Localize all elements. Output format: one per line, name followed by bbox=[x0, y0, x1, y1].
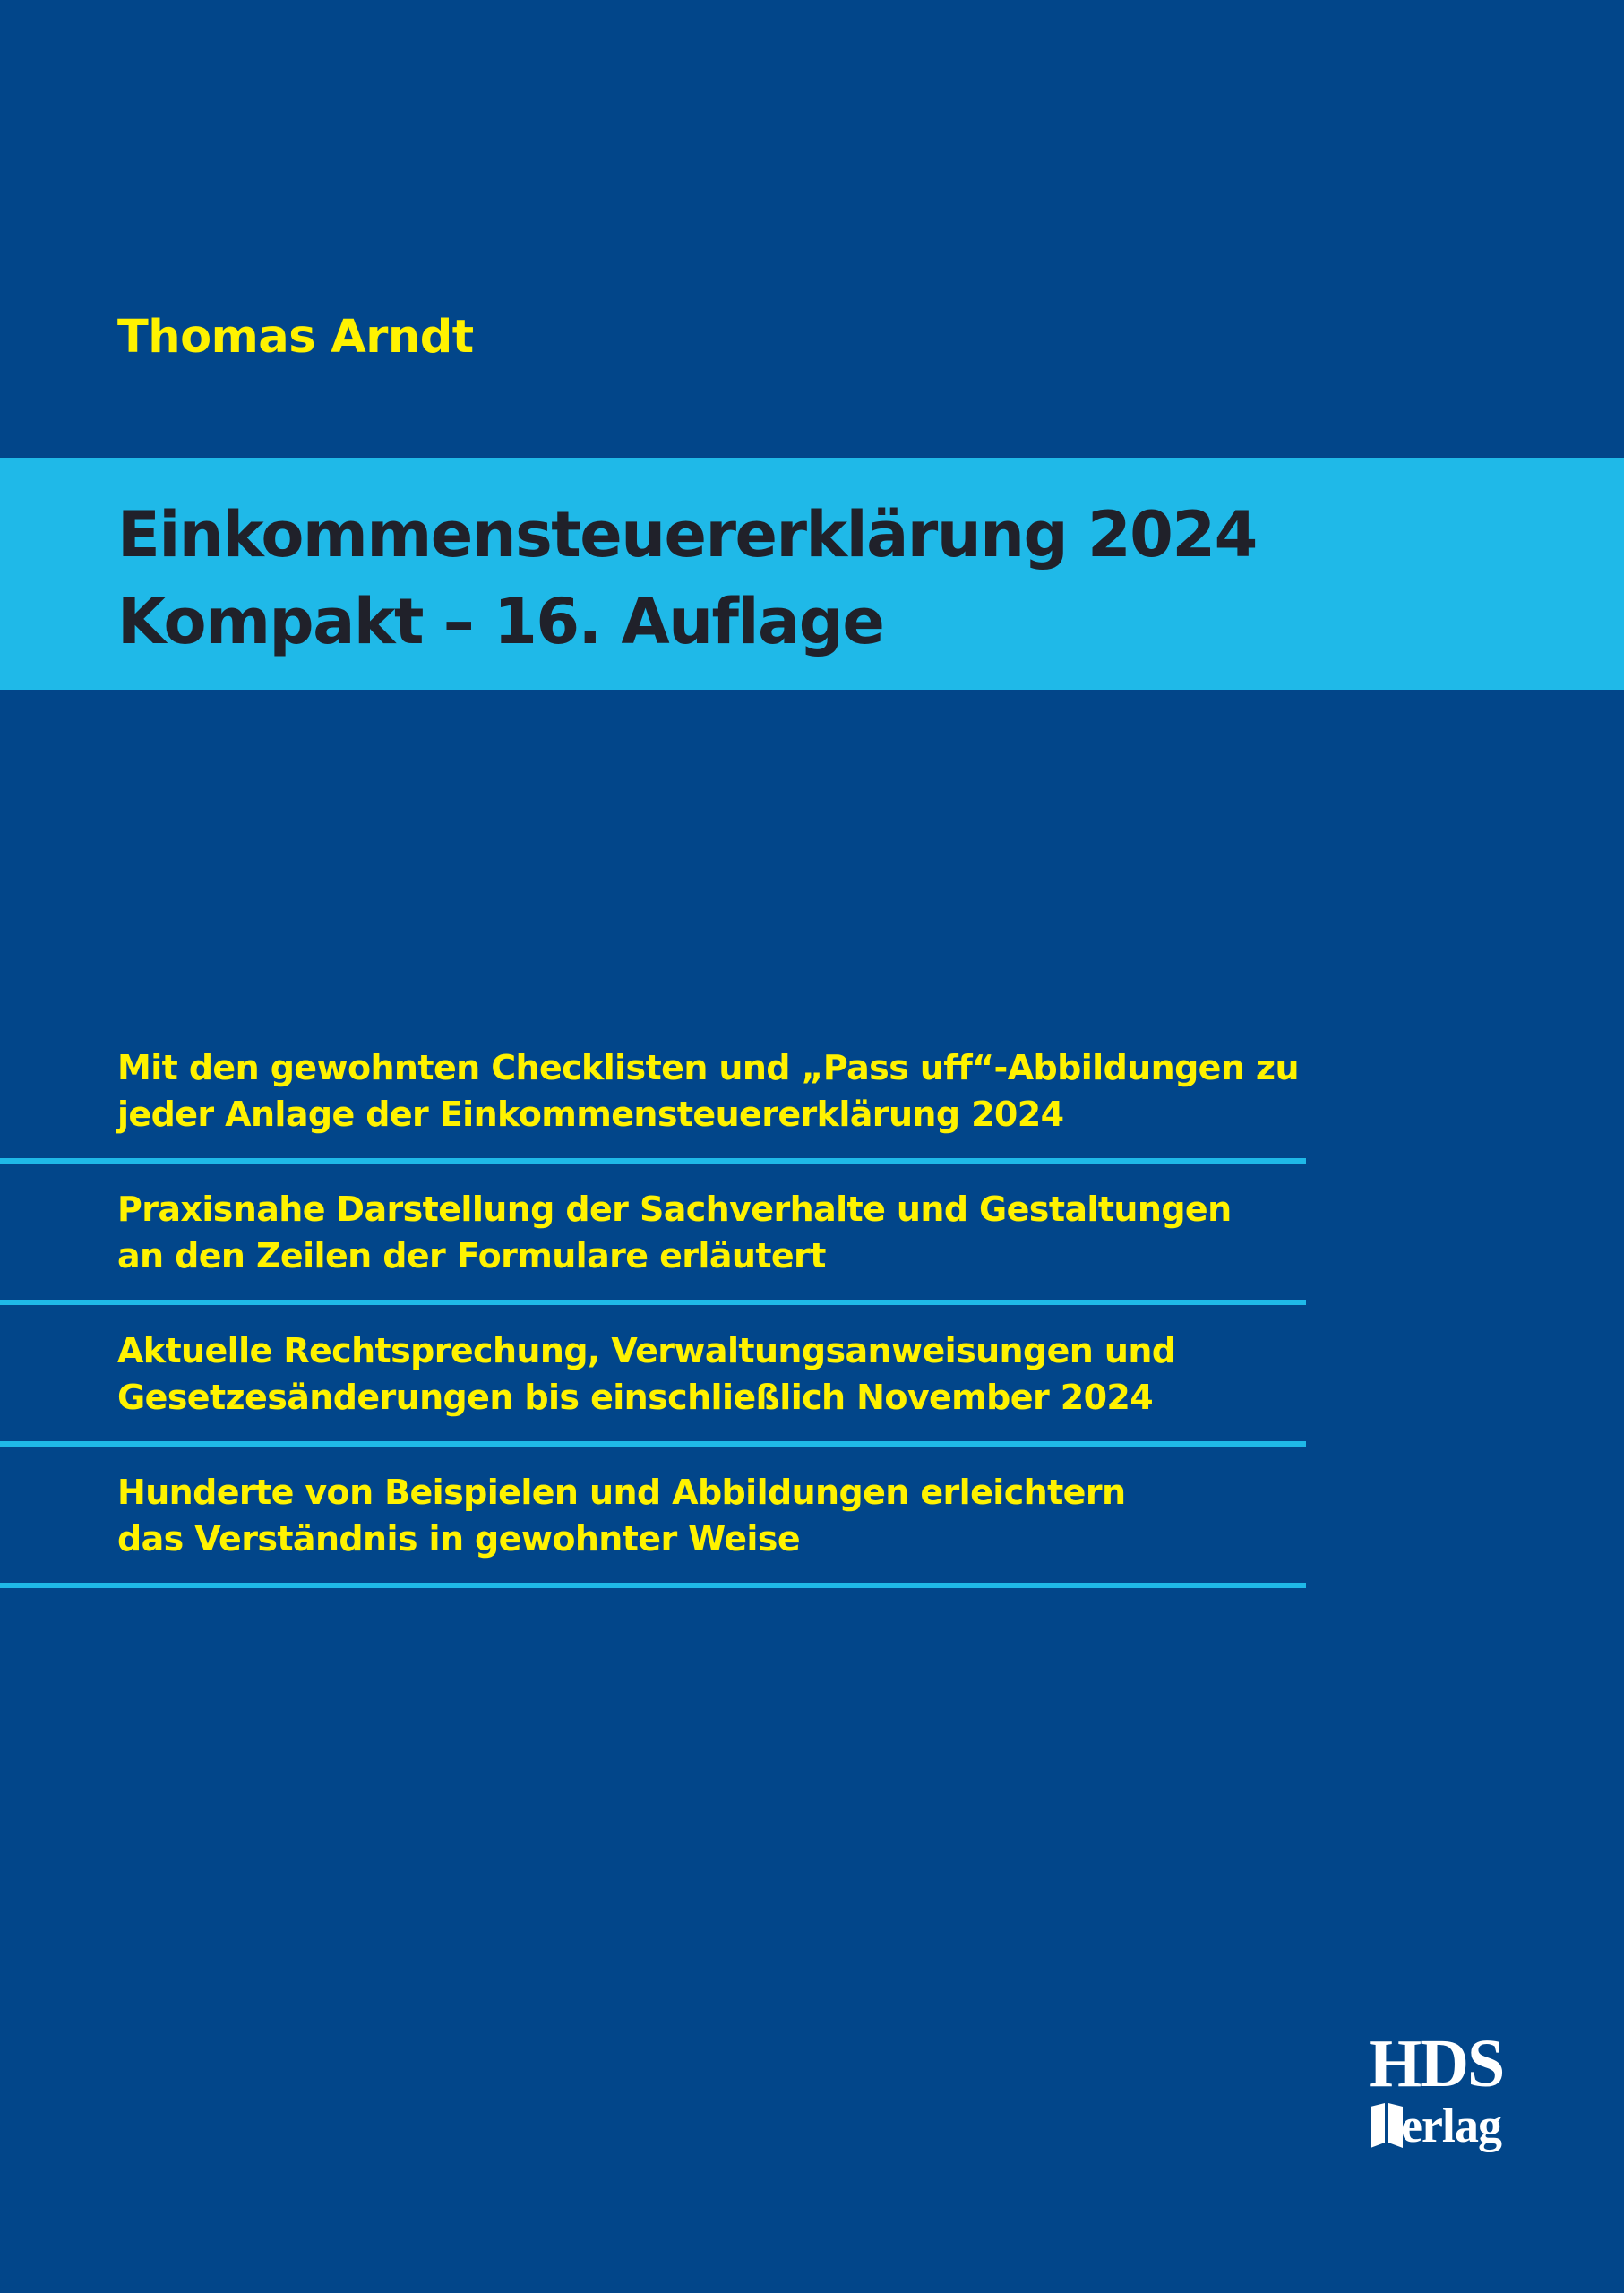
feature-text-line-2: an den Zeilen der Formulare erläutert bbox=[117, 1236, 826, 1275]
feature-text-line-2: das Verständnis in gewohnter Weise bbox=[117, 1519, 800, 1559]
publisher-logo-verlag: erlag bbox=[1401, 2099, 1501, 2152]
feature-item bbox=[0, 1167, 1306, 1309]
publisher-logo-hds: HDS bbox=[1369, 2026, 1504, 2101]
book-title-line-2: Kompakt – 16. Auflage bbox=[117, 585, 884, 658]
book-title-line-1: Einkommensteuererklärung 2024 bbox=[117, 498, 1257, 571]
feature-list bbox=[0, 1026, 1306, 1592]
feature-text bbox=[117, 1327, 1175, 1421]
feature-divider bbox=[0, 1583, 1306, 1588]
feature-text-line-2: Gesetzesänderungen bis einschließlich November 2024 bbox=[117, 1378, 1154, 1417]
feature-text-line-2: jeder Anlage der Einkommensteuererklärung 2024 bbox=[117, 1095, 1064, 1134]
feature-text-line-1: Hunderte von Beispielen und Abbildungen erleichtern bbox=[117, 1473, 1126, 1512]
feature-divider bbox=[0, 1158, 1306, 1164]
feature-text-line-1: Aktuelle Rechtsprechung, Verwaltungsanweisungen und bbox=[117, 1331, 1176, 1370]
feature-text bbox=[117, 1044, 1299, 1138]
feature-text bbox=[117, 1186, 1232, 1279]
feature-item bbox=[0, 1309, 1306, 1450]
author-name: Thomas Arndt bbox=[117, 311, 474, 364]
feature-text-line-1: Mit den gewohnten Checklisten und „Pass uff“-Abbildungen zu bbox=[117, 1048, 1299, 1087]
book-icon bbox=[1369, 2101, 1405, 2151]
feature-item bbox=[0, 1450, 1306, 1592]
feature-divider bbox=[0, 1441, 1306, 1447]
feature-item bbox=[0, 1026, 1306, 1167]
feature-divider bbox=[0, 1300, 1306, 1305]
feature-text bbox=[117, 1469, 1125, 1562]
feature-text-line-1: Praxisnahe Darstellung der Sachverhalte und Gestaltungen bbox=[117, 1189, 1232, 1229]
publisher-logo bbox=[1369, 2026, 1530, 2155]
